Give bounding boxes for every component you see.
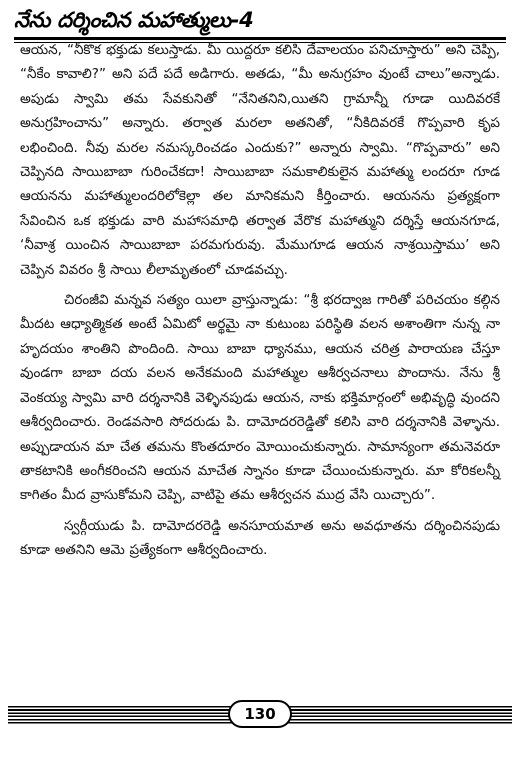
body-text [20, 38, 500, 563]
paragraph-1: ఆయన, “నీకొక భక్తుడు కలుస్తాడు. మీ యిద్దరూ కలిసి దేవాలయం పనిచూస్తారు” అని చెప్పి, “నీకేం కావాలి?” అని పదే పదే అడిగారు. అతడు, “మీ అనుగ్రహం వుంటే చాలు”అన్నాడు. అపుడు స్వామి తమ సేవకునితో “నేనితనిని,యితని గ్రామాన్నీ గూడా యిదివరకే అనుగ్రహించాను” అన్నారు. తర్వాత మరలా అతనితో, “నీకిదివరకే గొప్పవారి కృప లభించింది. నీవు మరల నమస్కరించడం ఎందుకు?” అన్నారు స్వామి. “గొప్పవారు” అని చెప్పినది సాయిబాబా గురించేకదా! సాయిబాబా సమకాలికులైన మహాత్ము లందరూ గూడ ఆయనను మహాత్ములందరిలోకెల్లా తల మానికమని కీర్తించారు. ఆయనను ప్రత్యక్షంగా సేవించిన ఒక భక్తుడు వారి మహాసమాధి తర్వాత వేరొక మహాత్ముని దర్శిస్తే ఆయనగూడ, ‘నీవాశ్ర యించిన సాయిబాబా పరమగురువు. మేముగూడ ఆయన నాశ్రయిస్తాము’ అని చెప్పిన వివరం శ్రీ సాయి లీలామృతంలో చూడవచ్చు. [20, 42, 500, 278]
paragraph-3: స్వర్గీయుడు పి. దామోదరరెడ్డి అనసూయమాత అను అవధూతను దర్శించినపుడు కూడా అతనిని ఆమె ప్రత్యేకంగా ఆశీర్వదించారు. [20, 517, 500, 559]
running-title: నేను దర్శించిన మహాత్ములు-4 [14, 8, 254, 32]
page-footer [8, 700, 512, 730]
page-number: 130 [244, 705, 276, 723]
page-number-badge [228, 700, 292, 728]
paragraph-2: చిరంజీవి మన్నవ సత్యం యిలా వ్రాస్తున్నాడు: “శ్రీ భరద్వాజ గారితో పరిచయం కల్గిన మీదట ఆధ్యాత్మికత అంటే ఏమిటో అర్థమై నా కుటుంబ పరిస్థితి వలన అశాంతిగా నున్న నా హృదయం శాంతిని పొందింది. సాయి బాబా ధ్యానము, ఆయన చరిత్ర పారాయణ చేస్తూ వుండగా బాబా దయ వలన అనేకమంది మహాత్ముల ఆశీర్వచనాలు పొందాను. నేను శ్రీ వెంకయ్య స్వామి వారి దర్శనానికి వెళ్ళినపుడు ఆయన, నాకు భక్తిమార్గంలో అభివృద్ధి వుందని ఆశీర్వదించారు. రెండవసారి సోదరుడు పి. దామోదరరెడ్డితో కలిసి వారి దర్శనానికి వెళ్ళాను. అప్పుడాయన మా చేత తమను కొంతదూరం మోయించుకున్నారు. సామాన్యంగా తమనెవరూ తాకటానికి అంగీకరించని ఆయన మాచేత స్నానం కూడా చేయించుకున్నారు. మా కోరికలన్నీ కాగితం మీద వ్రాసుకోమని చెప్పి, వాటిపై తమ ఆశీర్వచన ముద్ర వేసి యిచ్చారు”. [20, 292, 500, 504]
